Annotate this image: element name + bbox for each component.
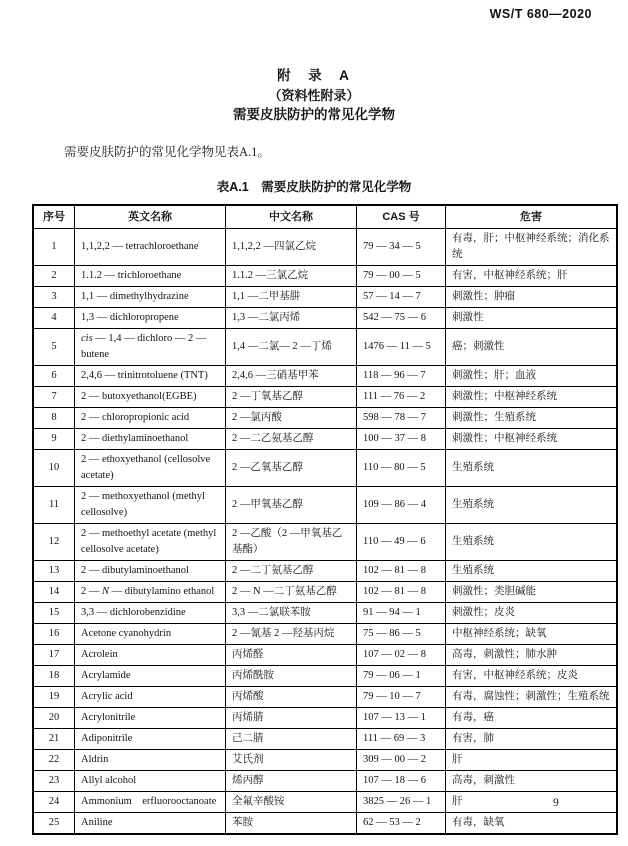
cell-no: 24 [33, 792, 75, 813]
cell-hazard: 中枢神经系统；缺氧 [446, 624, 618, 645]
cell-no: 16 [33, 624, 75, 645]
cell-en: 2 — ethoxyethanol (cellosolve acetate) [75, 450, 226, 487]
table-row [33, 487, 617, 524]
cell-no: 19 [33, 687, 75, 708]
cell-cas: 107 — 13 — 1 [357, 708, 446, 729]
cell-en: Aniline [75, 813, 226, 835]
cell-no: 8 [33, 408, 75, 429]
cell-zh: 己二腈 [226, 729, 357, 750]
cell-cas: 107 — 18 — 6 [357, 771, 446, 792]
table-row [33, 229, 617, 266]
table-row [33, 645, 617, 666]
header-row [33, 205, 617, 229]
cell-cas: 75 — 86 — 5 [357, 624, 446, 645]
cell-cas: 79 — 00 — 5 [357, 266, 446, 287]
cell-cas: 309 — 00 — 2 [357, 750, 446, 771]
cell-no: 4 [33, 308, 75, 329]
cell-en: Adiponitrile [75, 729, 226, 750]
cell-hazard: 有害，肺 [446, 729, 618, 750]
cell-en: Acrolein [75, 645, 226, 666]
table-row [33, 624, 617, 645]
cell-no: 2 [33, 266, 75, 287]
cell-en: Allyl alcohol [75, 771, 226, 792]
cell-hazard: 有害，中枢神经系统；肝 [446, 266, 618, 287]
table-caption: 表A.1 需要皮肤防护的常见化学物 [216, 180, 412, 194]
chemical-table-body [33, 229, 617, 835]
cell-zh: 烯丙醇 [226, 771, 357, 792]
cell-en: Acrylamide [75, 666, 226, 687]
cell-en: 1.1.2 — trichloroethane [75, 266, 226, 287]
cell-zh: 丙烯酰胺 [226, 666, 357, 687]
cell-hazard: 生殖系统 [446, 450, 618, 487]
cell-hazard: 有害，中枢神经系统；皮炎 [446, 666, 618, 687]
intro-paragraph: 需要皮肤防护的常见化学物见表A.1。 [64, 145, 270, 159]
cell-cas: 79 — 06 — 1 [357, 666, 446, 687]
cell-cas: 57 — 14 — 7 [357, 287, 446, 308]
cell-no: 5 [33, 329, 75, 366]
cell-hazard: 高毒，刺激性；肺水肿 [446, 645, 618, 666]
table-row [33, 266, 617, 287]
cell-no: 22 [33, 750, 75, 771]
cell-no: 21 [33, 729, 75, 750]
cell-en: 1,1,2,2 — tetrachloroethane [75, 229, 226, 266]
cell-hazard: 有毒，腐蚀性；刺激性；生殖系统 [446, 687, 618, 708]
table-row [33, 450, 617, 487]
cell-cas: 100 — 37 — 8 [357, 429, 446, 450]
table-row [33, 524, 617, 561]
cell-zh: 2 —乙酸（2 —甲氧基乙基酯） [226, 524, 357, 561]
column-header-en: 英文名称 [75, 205, 226, 229]
cell-cas: 79 — 34 — 5 [357, 229, 446, 266]
table-row [33, 561, 617, 582]
cell-hazard: 刺激性；皮炎 [446, 603, 618, 624]
cell-hazard: 生殖系统 [446, 561, 618, 582]
cell-hazard: 生殖系统 [446, 524, 618, 561]
cell-en: 2 — diethylaminoethanol [75, 429, 226, 450]
table-row [33, 792, 617, 813]
appendix-title: 附 录 A [277, 68, 351, 83]
cell-zh: 2 —氰基 2 —羟基丙烷 [226, 624, 357, 645]
cell-hazard: 刺激性；生殖系统 [446, 408, 618, 429]
cell-en: 2,4,6 — trinitrotoluene (TNT) [75, 366, 226, 387]
cell-cas: 118 — 96 — 7 [357, 366, 446, 387]
cell-cas: 102 — 81 — 8 [357, 561, 446, 582]
cell-no: 23 [33, 771, 75, 792]
cell-en: Ammonium erfluorooctanoate [75, 792, 226, 813]
cell-no: 3 [33, 287, 75, 308]
cell-no: 25 [33, 813, 75, 835]
table-row [33, 687, 617, 708]
cell-no: 7 [33, 387, 75, 408]
cell-cas: 91 — 94 — 1 [357, 603, 446, 624]
chemical-table [32, 204, 618, 835]
cell-no: 13 [33, 561, 75, 582]
cell-hazard: 刺激性；肝；血液 [446, 366, 618, 387]
cell-hazard: 刺激性 [446, 308, 618, 329]
cell-hazard: 刺激性；中枢神经系统 [446, 429, 618, 450]
cell-cas: 110 — 49 — 6 [357, 524, 446, 561]
cell-zh: 2,4,6 —三硝基甲苯 [226, 366, 357, 387]
table-row [33, 771, 617, 792]
cell-cas: 111 — 76 — 2 [357, 387, 446, 408]
column-header-no: 序号 [33, 205, 75, 229]
cell-cas: 598 — 78 — 7 [357, 408, 446, 429]
cell-hazard: 刺激性；肿瘤 [446, 287, 618, 308]
cell-en: 2 — methoethyl acetate (methyl cellosolve acetate) [75, 524, 226, 561]
table-row [33, 813, 617, 835]
cell-hazard: 肝 [446, 792, 618, 813]
cell-zh: 丙烯腈 [226, 708, 357, 729]
cell-en: 2 — methoxyethanol (methyl cellosolve) [75, 487, 226, 524]
cell-no: 11 [33, 487, 75, 524]
cell-cas: 3825 — 26 — 1 [357, 792, 446, 813]
cell-hazard: 有毒，癌 [446, 708, 618, 729]
cell-cas: 109 — 86 — 4 [357, 487, 446, 524]
cell-hazard: 有毒，缺氧 [446, 813, 618, 835]
cell-en: 2 — butoxyethanol(EGBE) [75, 387, 226, 408]
page-number: 9 [553, 797, 559, 809]
table-row [33, 387, 617, 408]
cell-cas: 1476 — 11 — 5 [357, 329, 446, 366]
cell-no: 12 [33, 524, 75, 561]
table-row [33, 366, 617, 387]
cell-en: Acetone cyanohydrin [75, 624, 226, 645]
cell-zh: 2 —氯丙酸 [226, 408, 357, 429]
cell-en: 2 — chloropropionic acid [75, 408, 226, 429]
cell-hazard: 刺激性；中枢神经系统 [446, 387, 618, 408]
appendix-heading: 需要皮肤防护的常见化学物 [233, 107, 395, 122]
cell-hazard: 刺激性；类胆碱能 [446, 582, 618, 603]
cell-cas: 79 — 10 — 7 [357, 687, 446, 708]
column-header-zh: 中文名称 [226, 205, 357, 229]
cell-zh: 2 —二乙氨基乙醇 [226, 429, 357, 450]
cell-zh: 丙烯醛 [226, 645, 357, 666]
cell-en: 1,3 — dichloropropene [75, 308, 226, 329]
table-row [33, 582, 617, 603]
cell-hazard: 癌；刺激性 [446, 329, 618, 366]
cell-en: 2 — N — dibutylamino ethanol [75, 582, 226, 603]
cell-en: Aldrin [75, 750, 226, 771]
cell-cas: 111 — 69 — 3 [357, 729, 446, 750]
cell-hazard: 高毒，刺激性 [446, 771, 618, 792]
column-header-cas: CAS 号 [357, 205, 446, 229]
cell-zh: 1,1,2,2 —四氯乙烷 [226, 229, 357, 266]
cell-no: 15 [33, 603, 75, 624]
table-row [33, 287, 617, 308]
cell-zh: 2 —二丁氨基乙醇 [226, 561, 357, 582]
cell-en: 3,3 — dichlorobenzidine [75, 603, 226, 624]
cell-zh: 2 —甲氧基乙醇 [226, 487, 357, 524]
appendix-subtitle: （资料性附录） [268, 88, 360, 103]
cell-zh: 全氟辛酸铵 [226, 792, 357, 813]
cell-en: Acrylic acid [75, 687, 226, 708]
table-row [33, 666, 617, 687]
chemical-table-header [33, 205, 617, 229]
cell-no: 10 [33, 450, 75, 487]
cell-zh: 1,1 —二甲基肼 [226, 287, 357, 308]
cell-zh: 苯胺 [226, 813, 357, 835]
cell-no: 9 [33, 429, 75, 450]
cell-no: 18 [33, 666, 75, 687]
standard-number: WS/T 680—2020 [489, 7, 592, 21]
cell-no: 20 [33, 708, 75, 729]
cell-en: 2 — dibutylaminoethanol [75, 561, 226, 582]
table-row [33, 729, 617, 750]
cell-no: 1 [33, 229, 75, 266]
cell-zh: 1,4 —二氯— 2 —丁烯 [226, 329, 357, 366]
cell-hazard: 生殖系统 [446, 487, 618, 524]
cell-no: 17 [33, 645, 75, 666]
cell-cas: 102 — 81 — 8 [357, 582, 446, 603]
cell-zh: 2 — N —二丁氨基乙醇 [226, 582, 357, 603]
cell-zh: 丙烯酸 [226, 687, 357, 708]
cell-no: 14 [33, 582, 75, 603]
table-row [33, 603, 617, 624]
cell-zh: 艾氏剂 [226, 750, 357, 771]
cell-cas: 62 — 53 — 2 [357, 813, 446, 835]
cell-zh: 3,3 —二氯联苯胺 [226, 603, 357, 624]
cell-zh: 1,3 —二氯丙烯 [226, 308, 357, 329]
cell-no: 6 [33, 366, 75, 387]
column-header-hazard: 危害 [446, 205, 618, 229]
cell-en: 1,1 — dimethylhydrazine [75, 287, 226, 308]
table-row [33, 708, 617, 729]
cell-cas: 107 — 02 — 8 [357, 645, 446, 666]
cell-hazard: 有毒，肝；中枢神经系统；消化系统 [446, 229, 618, 266]
cell-hazard: 肝 [446, 750, 618, 771]
cell-en: Acrylonitrile [75, 708, 226, 729]
cell-zh: 1.1.2 —三氯乙烷 [226, 266, 357, 287]
cell-zh: 2 —乙氧基乙醇 [226, 450, 357, 487]
table-row [33, 429, 617, 450]
table-row [33, 408, 617, 429]
cell-cas: 542 — 75 — 6 [357, 308, 446, 329]
table-row [33, 308, 617, 329]
cell-en: cis — 1,4 — dichloro — 2 — butene [75, 329, 226, 366]
cell-cas: 110 — 80 — 5 [357, 450, 446, 487]
cell-zh: 2 —丁氧基乙醇 [226, 387, 357, 408]
table-row [33, 750, 617, 771]
table-row [33, 329, 617, 366]
